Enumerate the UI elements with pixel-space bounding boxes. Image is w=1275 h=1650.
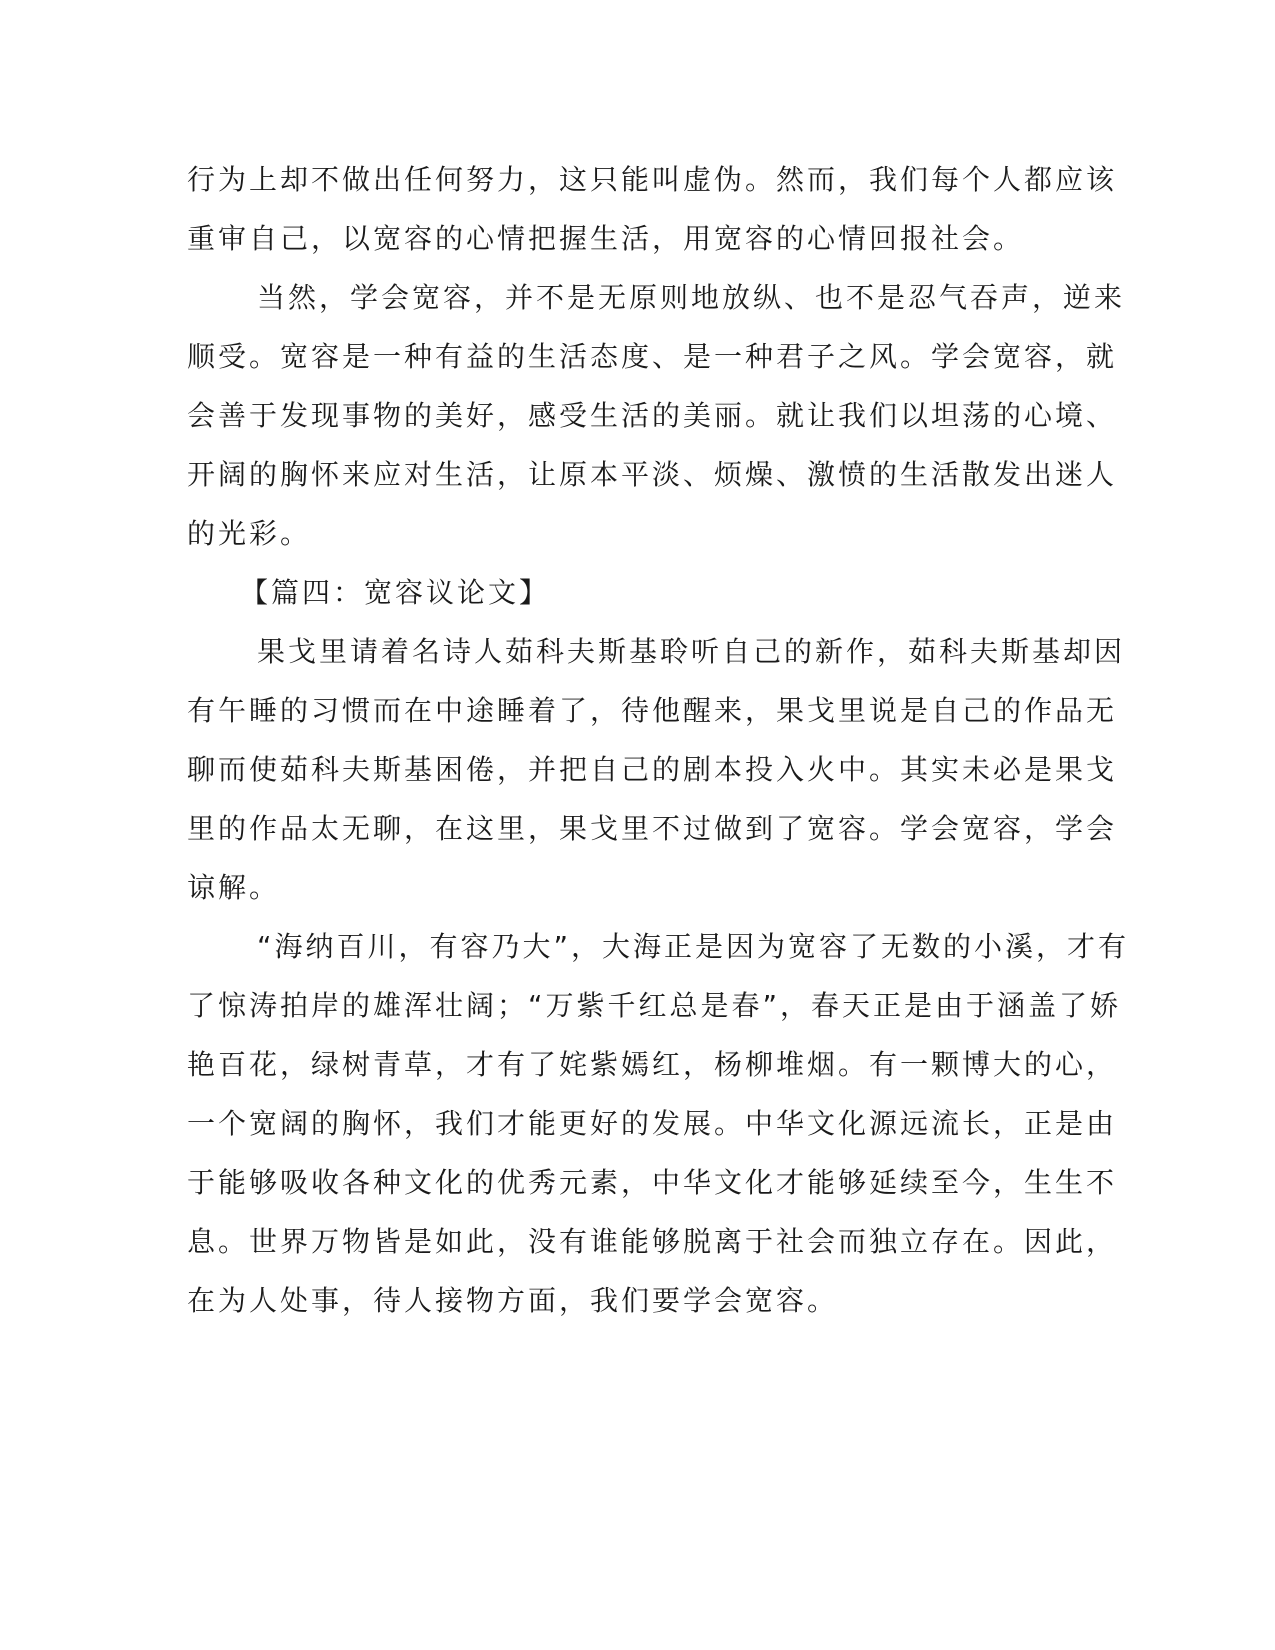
text-line: 一个宽阔的胸怀，我们才能更好的发展。中华文化源远流长，正是由 xyxy=(187,1107,1118,1140)
text-line: 在为人处事，待人接物方面，我们要学会宽容。 xyxy=(187,1284,839,1317)
paragraph-start-line: 果戈里请着名诗人茹科夫斯基聆听自己的新作，茹科夫斯基却因 xyxy=(257,635,1126,668)
text-line: 有午睡的习惯而在中途睡着了，待他醒来，果戈里说是自己的作品无 xyxy=(187,694,1118,727)
text-line: 里的作品太无聊，在这里，果戈里不过做到了宽容。学会宽容，学会 xyxy=(187,812,1118,845)
text-line: 顺受。宽容是一种有益的生活态度、是一种君子之风。学会宽容，就 xyxy=(187,340,1118,373)
text-line: 开阔的胸怀来应对生活，让原本平淡、烦燥、激愤的生活散发出迷人 xyxy=(187,458,1118,491)
text-line: 于能够吸收各种文化的优秀元素，中华文化才能够延续至今，生生不 xyxy=(187,1166,1118,1199)
text-line: 行为上却不做出任何努力，这只能叫虚伪。然而，我们每个人都应该 xyxy=(187,163,1118,196)
paragraph-start-line: 当然，学会宽容，并不是无原则地放纵、也不是忍气吞声，逆来 xyxy=(257,281,1126,314)
text-line: 聊而使茹科夫斯基困倦，并把自己的剧本投入火中。其实未必是果戈 xyxy=(187,753,1118,786)
paragraph-start-line: “海纳百川，有容乃大”，大海正是因为宽容了无数的小溪，才有 xyxy=(257,930,1130,963)
text-line: 艳百花，绿树青草，才有了姹紫嫣红，杨柳堆烟。有一颗博大的心， xyxy=(187,1048,1118,1081)
section-heading: 【篇四：宽容议论文】 xyxy=(240,576,551,609)
text-line: 了惊涛拍岸的雄浑壮阔；“万紫千红总是春”，春天正是由于涵盖了娇 xyxy=(187,989,1122,1022)
text-line: 息。世界万物皆是如此，没有谁能够脱离于社会而独立存在。因此， xyxy=(187,1225,1118,1258)
text-line: 谅解。 xyxy=(187,871,281,904)
text-line: 会善于发现事物的美好，感受生活的美丽。就让我们以坦荡的心境、 xyxy=(187,399,1118,432)
text-line: 重审自己，以宽容的心情把握生活，用宽容的心情回报社会。 xyxy=(187,222,1025,255)
text-line: 的光彩。 xyxy=(187,517,312,550)
